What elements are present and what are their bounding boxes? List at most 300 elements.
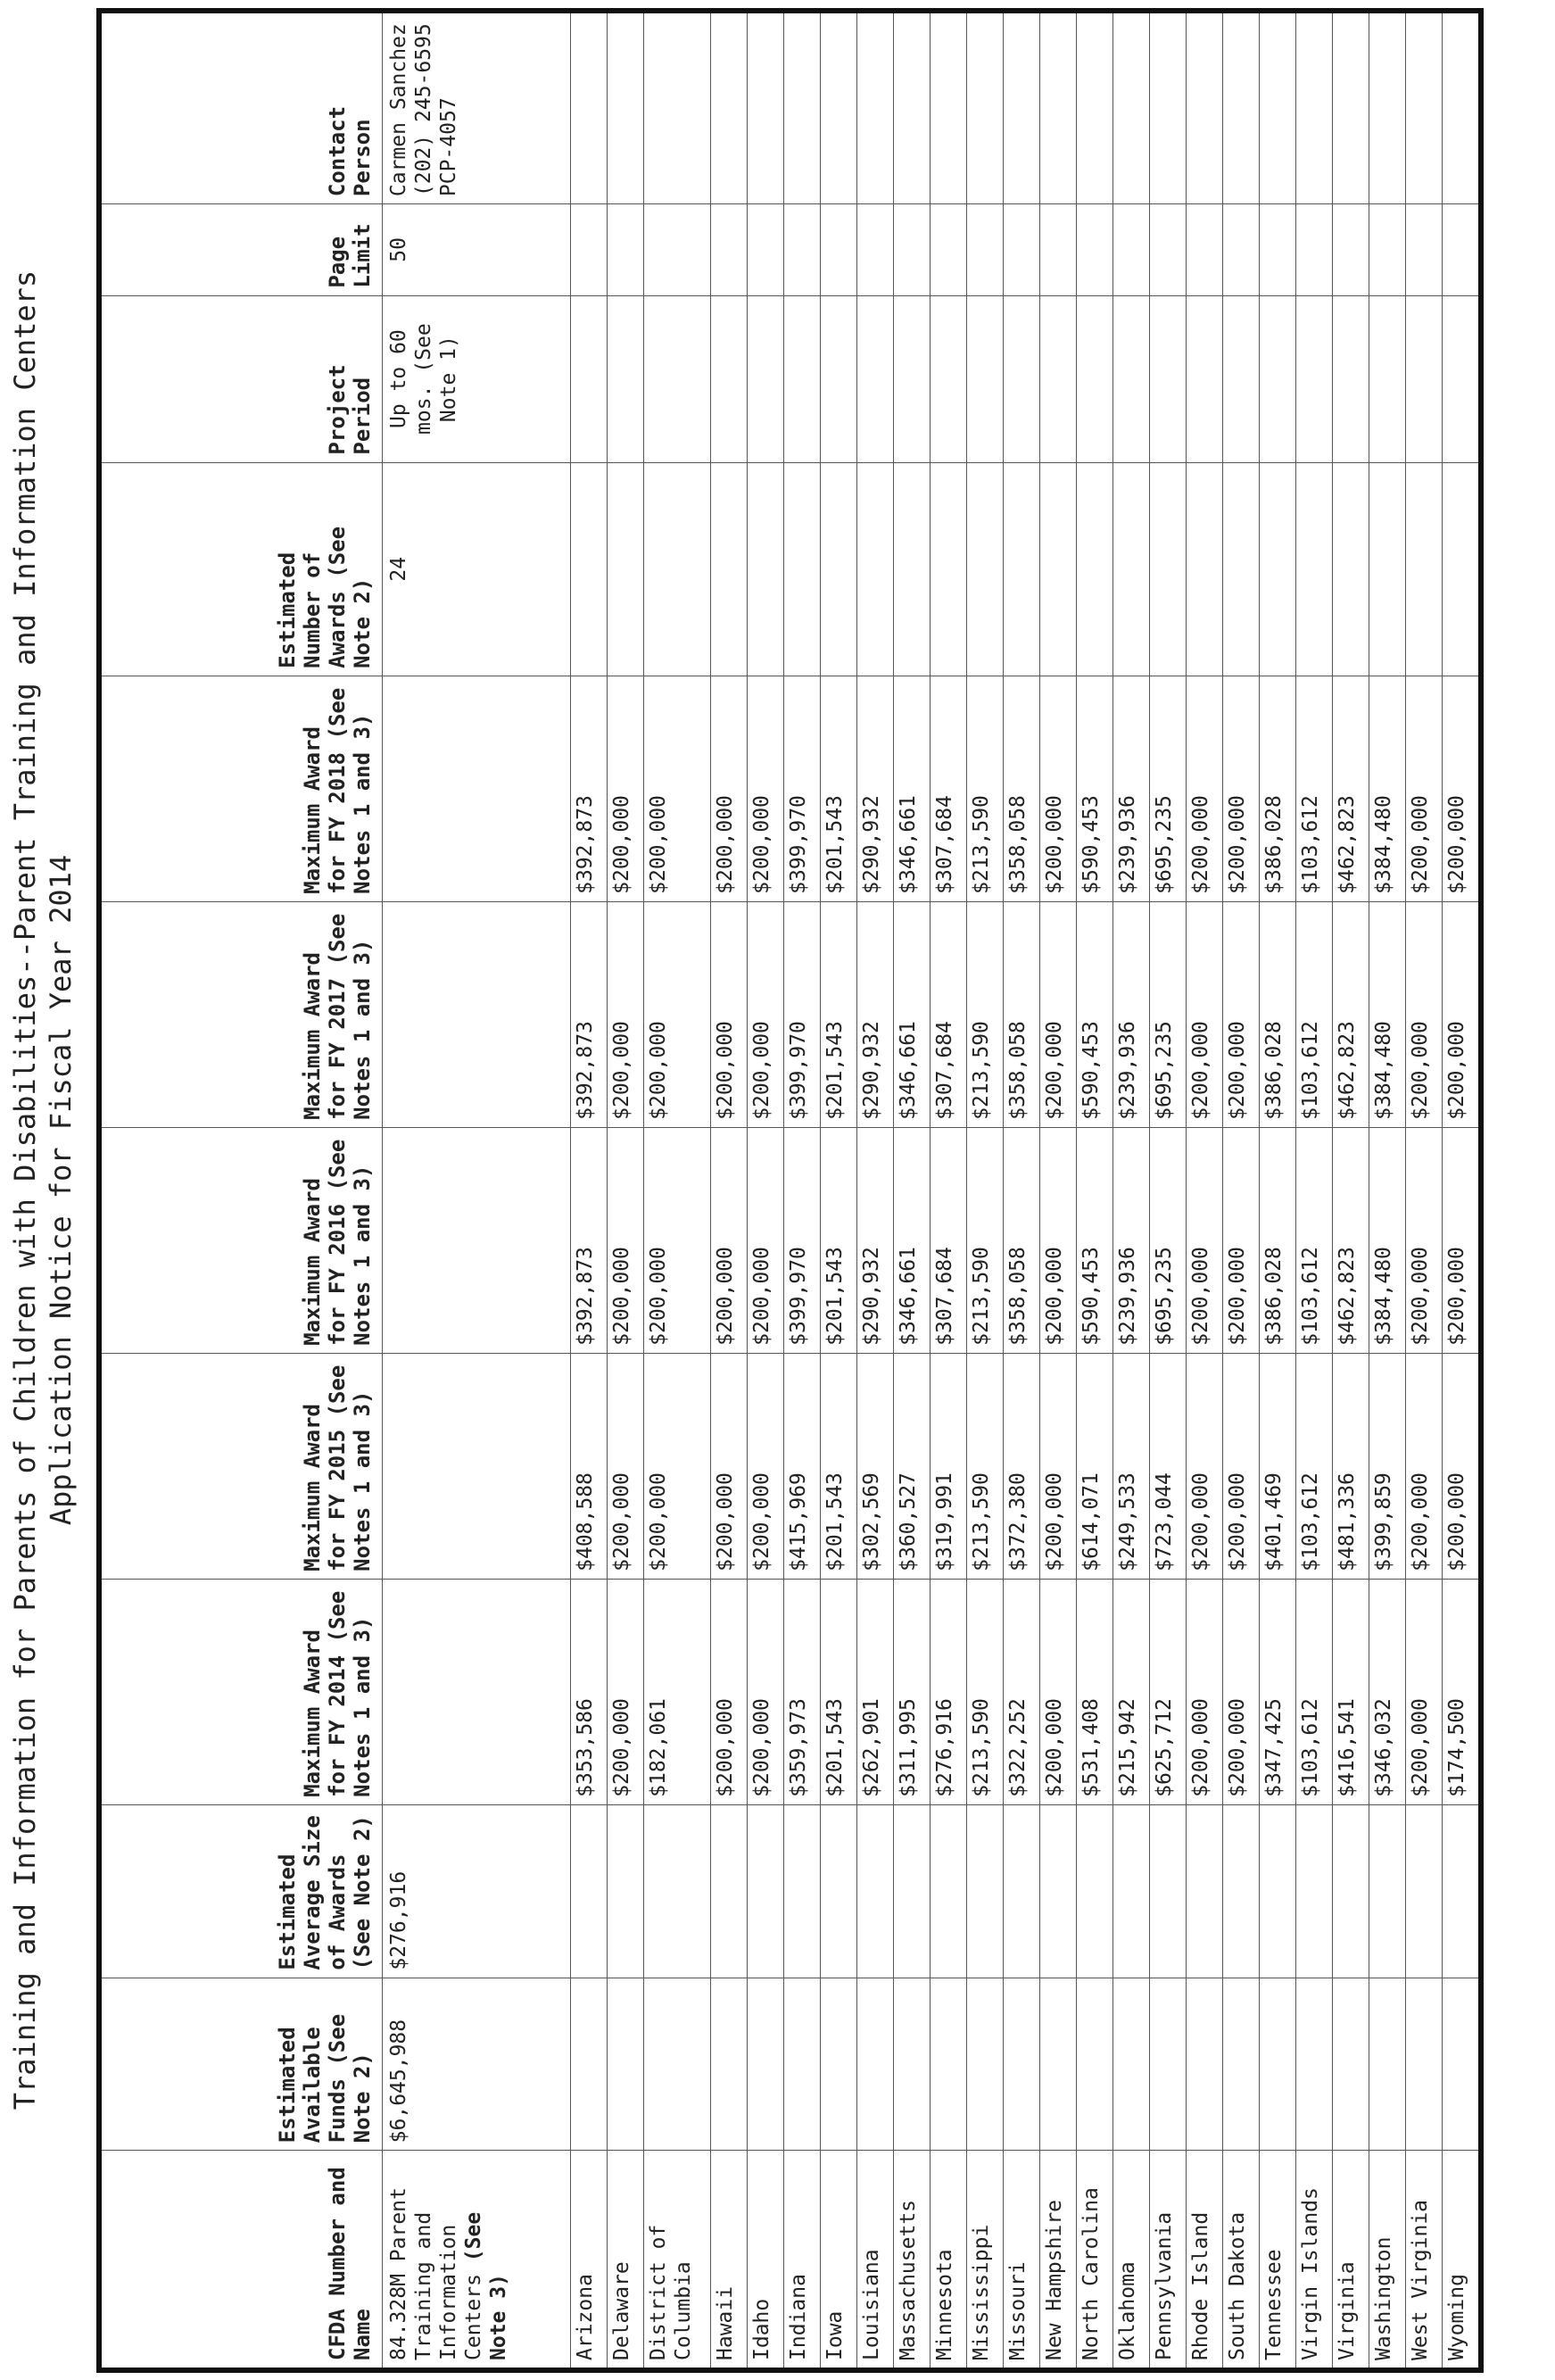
page-limit-cell bbox=[1369, 204, 1406, 296]
fy2017-cell: $590,453 bbox=[1077, 901, 1113, 1127]
state-name-cell: Missouri bbox=[1004, 2151, 1040, 2370]
contact-cell bbox=[894, 11, 931, 204]
fy2015-cell: $372,380 bbox=[1004, 1353, 1040, 1579]
fy2018-cell: $200,000 bbox=[1223, 676, 1260, 901]
avg-size-cell bbox=[1333, 1804, 1369, 1978]
fy2018-cell: $200,000 bbox=[608, 676, 644, 901]
fy2015-cell: $723,044 bbox=[1150, 1353, 1187, 1579]
page-limit-cell bbox=[1113, 204, 1150, 296]
num-awards-cell bbox=[1077, 462, 1113, 676]
avg-size-cell bbox=[1187, 1804, 1223, 1978]
avg-size-cell bbox=[644, 1804, 711, 1978]
header-fy2014: Maximum Award for FY 2014 (See Notes 1 and 3) bbox=[99, 1579, 383, 1804]
page-limit-cell bbox=[967, 204, 1004, 296]
fy2016-cell: $200,000 bbox=[1187, 1127, 1223, 1353]
num-awards-cell bbox=[894, 462, 931, 676]
fy2017-cell: $346,661 bbox=[894, 901, 931, 1127]
table-row bbox=[784, 11, 821, 2370]
avg-size-cell bbox=[1260, 1804, 1296, 1978]
fy2017-cell: $239,936 bbox=[1113, 901, 1150, 1127]
fy2018-cell: $200,000 bbox=[748, 676, 784, 901]
fy2018-cell: $200,000 bbox=[644, 676, 711, 901]
funds-cell bbox=[1296, 1978, 1333, 2151]
header-contact: Contact Person bbox=[99, 11, 383, 204]
fy2014-cell: $201,543 bbox=[821, 1579, 857, 1804]
fy2016-cell bbox=[383, 1127, 571, 1353]
contact-cell bbox=[857, 11, 894, 204]
funds-cell bbox=[1223, 1978, 1260, 2151]
project-period-cell bbox=[1443, 295, 1482, 462]
table-row bbox=[608, 11, 644, 2370]
project-period-cell bbox=[1077, 295, 1113, 462]
table-row bbox=[1040, 11, 1077, 2370]
funds-cell bbox=[1150, 1978, 1187, 2151]
fy2016-cell: $695,235 bbox=[1150, 1127, 1187, 1353]
fy2017-cell: $201,543 bbox=[821, 901, 857, 1127]
fy2014-cell: $322,252 bbox=[1004, 1579, 1040, 1804]
state-name-cell: North Carolina bbox=[1077, 2151, 1113, 2370]
avg-size-cell bbox=[784, 1804, 821, 1978]
fy2014-cell: $359,973 bbox=[784, 1579, 821, 1804]
avg-size-cell bbox=[1077, 1804, 1113, 1978]
table-row bbox=[1369, 11, 1406, 2370]
table-row bbox=[748, 11, 784, 2370]
contact-cell bbox=[571, 11, 608, 204]
project-period-cell bbox=[644, 295, 711, 462]
state-name-cell: Minnesota bbox=[931, 2151, 967, 2370]
fy2015-cell: $200,000 bbox=[608, 1353, 644, 1579]
fy2017-cell: $200,000 bbox=[711, 901, 748, 1127]
fy2015-cell: $200,000 bbox=[1040, 1353, 1077, 1579]
fy2018-cell: $462,823 bbox=[1333, 676, 1369, 901]
table-row bbox=[1406, 11, 1443, 2370]
num-awards-cell bbox=[1187, 462, 1223, 676]
num-awards-cell: 24 bbox=[383, 462, 571, 676]
title-line-2: Application Notice for Fiscal Year 2014 bbox=[44, 854, 78, 1526]
avg-size-cell bbox=[821, 1804, 857, 1978]
contact-cell bbox=[748, 11, 784, 204]
funds-cell: $6,645,988 bbox=[383, 1978, 571, 2151]
header-cfda: CFDA Number and Name bbox=[99, 2151, 383, 2370]
page-limit-cell bbox=[784, 204, 821, 296]
fy2016-cell: $307,684 bbox=[931, 1127, 967, 1353]
fy2015-cell: $415,969 bbox=[784, 1353, 821, 1579]
title-line-1: Training and Information for Parents of Children with Disabilities--Parent Training and Information Centers bbox=[8, 270, 42, 2110]
fy2018-cell: $590,453 bbox=[1077, 676, 1113, 901]
page-limit-cell bbox=[821, 204, 857, 296]
table-row bbox=[1004, 11, 1040, 2370]
page-limit-cell bbox=[1260, 204, 1296, 296]
fy2014-cell: $200,000 bbox=[1223, 1579, 1260, 1804]
program-row bbox=[383, 11, 571, 2370]
fy2017-cell: $200,000 bbox=[1406, 901, 1443, 1127]
funds-cell bbox=[711, 1978, 748, 2151]
fy2017-cell: $290,932 bbox=[857, 901, 894, 1127]
funds-cell bbox=[571, 1978, 608, 2151]
avg-size-cell bbox=[1369, 1804, 1406, 1978]
funds-cell bbox=[1369, 1978, 1406, 2151]
page-limit-cell bbox=[931, 204, 967, 296]
fy2015-cell: $200,000 bbox=[1406, 1353, 1443, 1579]
state-name-cell: Hawaii bbox=[711, 2151, 748, 2370]
project-period-cell bbox=[571, 295, 608, 462]
page-limit-cell bbox=[1150, 204, 1187, 296]
funds-cell bbox=[821, 1978, 857, 2151]
fy2016-cell: $392,873 bbox=[571, 1127, 608, 1353]
contact-cell bbox=[711, 11, 748, 204]
header-project-period: Project Period bbox=[99, 295, 383, 462]
contact-cell bbox=[1369, 11, 1406, 204]
project-period-cell bbox=[1406, 295, 1443, 462]
fy2017-cell bbox=[383, 901, 571, 1127]
project-period-cell bbox=[1223, 295, 1260, 462]
avg-size-cell bbox=[1150, 1804, 1187, 1978]
avg-size-cell: $276,916 bbox=[383, 1804, 571, 1978]
fy2016-cell: $346,661 bbox=[894, 1127, 931, 1353]
contact-cell bbox=[1077, 11, 1113, 204]
table-row bbox=[1223, 11, 1260, 2370]
fy2017-cell: $200,000 bbox=[608, 901, 644, 1127]
table-row bbox=[1260, 11, 1296, 2370]
project-period-cell bbox=[1150, 295, 1187, 462]
project-period-cell bbox=[1004, 295, 1040, 462]
fy2016-cell: $213,590 bbox=[967, 1127, 1004, 1353]
fy2016-cell: $200,000 bbox=[644, 1127, 711, 1353]
fy2016-cell: $239,936 bbox=[1113, 1127, 1150, 1353]
page-limit-cell bbox=[857, 204, 894, 296]
page-limit-cell bbox=[1296, 204, 1333, 296]
project-period-cell bbox=[1113, 295, 1150, 462]
fy2017-cell: $386,028 bbox=[1260, 901, 1296, 1127]
num-awards-cell bbox=[1406, 462, 1443, 676]
fy2017-cell: $399,970 bbox=[784, 901, 821, 1127]
fy2014-cell: $625,712 bbox=[1150, 1579, 1187, 1804]
avg-size-cell bbox=[1296, 1804, 1333, 1978]
fy2014-cell: $353,586 bbox=[571, 1579, 608, 1804]
contact-cell bbox=[1296, 11, 1333, 204]
fy2015-cell: $200,000 bbox=[711, 1353, 748, 1579]
table-row bbox=[857, 11, 894, 2370]
avg-size-cell bbox=[1004, 1804, 1040, 1978]
fy2014-cell: $200,000 bbox=[1187, 1579, 1223, 1804]
project-period-cell bbox=[821, 295, 857, 462]
table-row bbox=[821, 11, 857, 2370]
fy2018-cell bbox=[383, 676, 571, 901]
fy2018-cell: $695,235 bbox=[1150, 676, 1187, 901]
fy2014-cell: $215,942 bbox=[1113, 1579, 1150, 1804]
state-name-cell: Washington bbox=[1369, 2151, 1406, 2370]
num-awards-cell bbox=[748, 462, 784, 676]
state-name-cell: Pennsylvania bbox=[1150, 2151, 1187, 2370]
funds-cell bbox=[748, 1978, 784, 2151]
funds-cell bbox=[967, 1978, 1004, 2151]
fy2017-cell: $200,000 bbox=[748, 901, 784, 1127]
fy2014-cell: $346,032 bbox=[1369, 1579, 1406, 1804]
fy2014-cell bbox=[383, 1579, 571, 1804]
contact-cell bbox=[1187, 11, 1223, 204]
fy2016-cell: $590,453 bbox=[1077, 1127, 1113, 1353]
fy2018-cell: $386,028 bbox=[1260, 676, 1296, 901]
fy2018-cell: $103,612 bbox=[1296, 676, 1333, 901]
project-period-cell bbox=[1333, 295, 1369, 462]
avg-size-cell bbox=[1223, 1804, 1260, 1978]
fy2015-cell: $103,612 bbox=[1296, 1353, 1333, 1579]
fy2017-cell: $213,590 bbox=[967, 901, 1004, 1127]
fy2014-cell: $200,000 bbox=[1040, 1579, 1077, 1804]
num-awards-cell bbox=[1040, 462, 1077, 676]
fy2018-cell: $239,936 bbox=[1113, 676, 1150, 901]
fy2018-cell: $200,000 bbox=[711, 676, 748, 901]
fy2015-cell: $200,000 bbox=[1223, 1353, 1260, 1579]
funds-cell bbox=[1077, 1978, 1113, 2151]
header-funds: Estimated Available Funds (See Note 2) bbox=[99, 1978, 383, 2151]
num-awards-cell bbox=[784, 462, 821, 676]
contact-cell bbox=[1223, 11, 1260, 204]
table-row bbox=[711, 11, 748, 2370]
state-name-cell: Mississippi bbox=[967, 2151, 1004, 2370]
state-name-cell: Delaware bbox=[608, 2151, 644, 2370]
fy2018-cell: $200,000 bbox=[1040, 676, 1077, 901]
fy2018-cell: $200,000 bbox=[1406, 676, 1443, 901]
num-awards-cell bbox=[1150, 462, 1187, 676]
state-name-cell: Massachusetts bbox=[894, 2151, 931, 2370]
state-name-cell: Tennessee bbox=[1260, 2151, 1296, 2370]
num-awards-cell bbox=[1004, 462, 1040, 676]
fy2014-cell: $200,000 bbox=[711, 1579, 748, 1804]
fy2015-cell: $249,533 bbox=[1113, 1353, 1150, 1579]
contact-cell: Carmen Sanchez (202) 245-6595 PCP-4057 bbox=[383, 11, 571, 204]
fy2014-cell: $276,916 bbox=[931, 1579, 967, 1804]
num-awards-cell bbox=[644, 462, 711, 676]
num-awards-cell bbox=[1296, 462, 1333, 676]
project-period-cell bbox=[608, 295, 644, 462]
funds-cell bbox=[931, 1978, 967, 2151]
page-limit-cell bbox=[1004, 204, 1040, 296]
fy2018-cell: $200,000 bbox=[1443, 676, 1482, 901]
table-row bbox=[967, 11, 1004, 2370]
fy2016-cell: $200,000 bbox=[711, 1127, 748, 1353]
state-name-cell: Arizona bbox=[571, 2151, 608, 2370]
avg-size-cell bbox=[1443, 1804, 1482, 1978]
funds-cell bbox=[1406, 1978, 1443, 2151]
contact-cell bbox=[1443, 11, 1482, 204]
contact-cell bbox=[1113, 11, 1150, 204]
page-limit-cell bbox=[1443, 204, 1482, 296]
fy2016-cell: $103,612 bbox=[1296, 1127, 1333, 1353]
project-period-cell bbox=[894, 295, 931, 462]
contact-cell bbox=[608, 11, 644, 204]
funds-cell bbox=[1443, 1978, 1482, 2151]
num-awards-cell bbox=[931, 462, 967, 676]
avg-size-cell bbox=[711, 1804, 748, 1978]
page-limit-cell bbox=[748, 204, 784, 296]
fy2016-cell: $200,000 bbox=[1443, 1127, 1482, 1353]
avg-size-cell bbox=[931, 1804, 967, 1978]
fy2014-cell: $311,995 bbox=[894, 1579, 931, 1804]
funds-cell bbox=[1260, 1978, 1296, 2151]
fy2018-cell: $392,873 bbox=[571, 676, 608, 901]
num-awards-cell bbox=[1443, 462, 1482, 676]
state-name-cell: District of Columbia bbox=[644, 2151, 711, 2370]
page-limit-cell bbox=[1077, 204, 1113, 296]
fy2018-cell: $290,932 bbox=[857, 676, 894, 901]
state-name-cell: Indiana bbox=[784, 2151, 821, 2370]
funds-cell bbox=[894, 1978, 931, 2151]
project-period-cell bbox=[857, 295, 894, 462]
contact-cell bbox=[931, 11, 967, 204]
fy2015-cell: $201,543 bbox=[821, 1353, 857, 1579]
project-period-cell bbox=[1187, 295, 1223, 462]
fy2018-cell: $346,661 bbox=[894, 676, 931, 901]
header-page-limit: Page Limit bbox=[99, 204, 383, 296]
avg-size-cell bbox=[608, 1804, 644, 1978]
avg-size-cell bbox=[894, 1804, 931, 1978]
avg-size-cell bbox=[857, 1804, 894, 1978]
fy2015-cell: $200,000 bbox=[644, 1353, 711, 1579]
num-awards-cell bbox=[571, 462, 608, 676]
contact-cell bbox=[1333, 11, 1369, 204]
project-period-cell bbox=[1296, 295, 1333, 462]
num-awards-cell bbox=[1260, 462, 1296, 676]
fy2016-cell: $201,543 bbox=[821, 1127, 857, 1353]
fy2016-cell: $358,058 bbox=[1004, 1127, 1040, 1353]
fy2014-cell: $103,612 bbox=[1296, 1579, 1333, 1804]
fy2017-cell: $200,000 bbox=[1187, 901, 1223, 1127]
contact-cell bbox=[1004, 11, 1040, 204]
table-row bbox=[1333, 11, 1369, 2370]
fy2016-cell: $200,000 bbox=[1223, 1127, 1260, 1353]
num-awards-cell bbox=[857, 462, 894, 676]
contact-cell bbox=[821, 11, 857, 204]
page-limit-cell bbox=[894, 204, 931, 296]
project-period-cell bbox=[784, 295, 821, 462]
fy2017-cell: $384,480 bbox=[1369, 901, 1406, 1127]
funds-cell bbox=[1187, 1978, 1223, 2151]
fy2017-cell: $462,823 bbox=[1333, 901, 1369, 1127]
header-fy2016: Maximum Award for FY 2016 (See Notes 1 and 3) bbox=[99, 1127, 383, 1353]
page-limit-cell bbox=[1223, 204, 1260, 296]
table-row bbox=[1296, 11, 1333, 2370]
funds-cell bbox=[1004, 1978, 1040, 2151]
page-limit-cell bbox=[1333, 204, 1369, 296]
avg-size-cell bbox=[1040, 1804, 1077, 1978]
header-fy2018: Maximum Award for FY 2018 (See Notes 1 and 3) bbox=[99, 676, 383, 901]
num-awards-cell bbox=[967, 462, 1004, 676]
fy2014-cell: $213,590 bbox=[967, 1579, 1004, 1804]
fy2018-cell: $307,684 bbox=[931, 676, 967, 901]
fy2017-cell: $307,684 bbox=[931, 901, 967, 1127]
contact-cell bbox=[1040, 11, 1077, 204]
avg-size-cell bbox=[571, 1804, 608, 1978]
fy2015-cell: $302,569 bbox=[857, 1353, 894, 1579]
fy2014-cell: $174,500 bbox=[1443, 1579, 1482, 1804]
fy2015-cell: $401,469 bbox=[1260, 1353, 1296, 1579]
table-row bbox=[571, 11, 608, 2370]
num-awards-cell bbox=[1113, 462, 1150, 676]
header-row bbox=[99, 11, 383, 2370]
avg-size-cell bbox=[1113, 1804, 1150, 1978]
funds-cell bbox=[1333, 1978, 1369, 2151]
table-row bbox=[1077, 11, 1113, 2370]
num-awards-cell bbox=[821, 462, 857, 676]
table-row bbox=[894, 11, 931, 2370]
fy2016-cell: $386,028 bbox=[1260, 1127, 1296, 1353]
funds-cell bbox=[608, 1978, 644, 2151]
contact-cell bbox=[967, 11, 1004, 204]
contact-cell bbox=[1150, 11, 1187, 204]
fy2017-cell: $200,000 bbox=[1443, 901, 1482, 1127]
contact-cell bbox=[644, 11, 711, 204]
state-name-cell: West Virginia bbox=[1406, 2151, 1443, 2370]
num-awards-cell bbox=[1333, 462, 1369, 676]
project-period-cell bbox=[1260, 295, 1296, 462]
fy2016-cell: $200,000 bbox=[748, 1127, 784, 1353]
num-awards-cell bbox=[711, 462, 748, 676]
fy2018-cell: $358,058 bbox=[1004, 676, 1040, 901]
contact-cell bbox=[1260, 11, 1296, 204]
num-awards-cell bbox=[1369, 462, 1406, 676]
avg-size-cell bbox=[967, 1804, 1004, 1978]
fy2015-cell: $200,000 bbox=[748, 1353, 784, 1579]
table-row bbox=[931, 11, 967, 2370]
avg-size-cell bbox=[748, 1804, 784, 1978]
state-name-cell: Rhode Island bbox=[1187, 2151, 1223, 2370]
fy2015-cell: $319,991 bbox=[931, 1353, 967, 1579]
state-name-cell: New Hampshire bbox=[1040, 2151, 1077, 2370]
page-limit-cell: 50 bbox=[383, 204, 571, 296]
fy2017-cell: $392,873 bbox=[571, 901, 608, 1127]
num-awards-cell bbox=[1223, 462, 1260, 676]
fy2015-cell: $481,336 bbox=[1333, 1353, 1369, 1579]
fy2017-cell: $200,000 bbox=[1223, 901, 1260, 1127]
fy2014-cell: $200,000 bbox=[748, 1579, 784, 1804]
fy2018-cell: $200,000 bbox=[1187, 676, 1223, 901]
fy2018-cell: $384,480 bbox=[1369, 676, 1406, 901]
header-fy2017: Maximum Award for FY 2017 (See Notes 1 and 3) bbox=[99, 901, 383, 1127]
fy2015-cell: $200,000 bbox=[1443, 1353, 1482, 1579]
project-period-cell bbox=[748, 295, 784, 462]
contact-cell bbox=[1406, 11, 1443, 204]
fy2015-cell: $408,588 bbox=[571, 1353, 608, 1579]
fy2015-cell: $213,590 bbox=[967, 1353, 1004, 1579]
fy2015-cell: $360,527 bbox=[894, 1353, 931, 1579]
table-row bbox=[1187, 11, 1223, 2370]
fy2018-cell: $213,590 bbox=[967, 676, 1004, 901]
fy2014-cell: $200,000 bbox=[608, 1579, 644, 1804]
fy2016-cell: $200,000 bbox=[1406, 1127, 1443, 1353]
funds-cell bbox=[644, 1978, 711, 2151]
num-awards-cell bbox=[608, 462, 644, 676]
fy2014-cell: $182,061 bbox=[644, 1579, 711, 1804]
fy2016-cell: $462,823 bbox=[1333, 1127, 1369, 1353]
fy2014-cell: $347,425 bbox=[1260, 1579, 1296, 1804]
page-limit-cell bbox=[571, 204, 608, 296]
project-period-cell bbox=[711, 295, 748, 462]
header-fy2015: Maximum Award for FY 2015 (See Notes 1 and 3) bbox=[99, 1353, 383, 1579]
fy2017-cell: $358,058 bbox=[1004, 901, 1040, 1127]
table-row bbox=[1113, 11, 1150, 2370]
fy2014-cell: $262,901 bbox=[857, 1579, 894, 1804]
project-period-cell: Up to 60 mos. (See Note 1) bbox=[383, 295, 571, 462]
funds-cell bbox=[857, 1978, 894, 2151]
page-limit-cell bbox=[711, 204, 748, 296]
table-row bbox=[644, 11, 711, 2370]
page-limit-cell bbox=[1040, 204, 1077, 296]
fy2018-cell: $399,970 bbox=[784, 676, 821, 901]
cfda-note: (See Note 3) bbox=[462, 2211, 510, 2360]
page-limit-cell bbox=[608, 204, 644, 296]
state-name-cell: South Dakota bbox=[1223, 2151, 1260, 2370]
